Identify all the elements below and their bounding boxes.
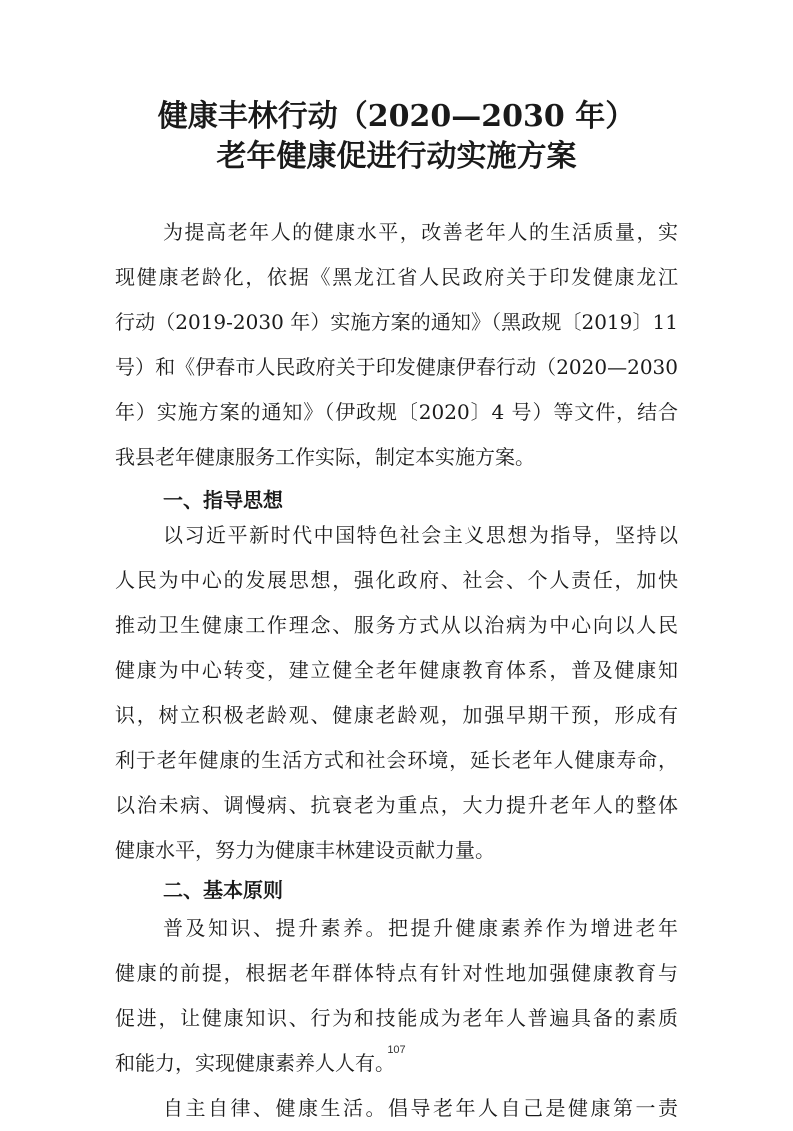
section1-line: 推动卫生健康工作理念、服务方式从以治病为中心向以人民 [115,613,678,637]
section1-line: 利于老年健康的生活方式和社会环境，延长老年人健康寿命， [115,748,678,772]
intro-line: 年）实施方案的通知》（伊政规〔2020〕4 号）等文件，结合 [115,400,678,424]
section1-line: 健康水平，努力为健康丰林建设贡献力量。 [115,838,495,862]
intro-line: 现健康老龄化，依据《黑龙江省人民政府关于印发健康龙江 [115,265,678,289]
document-title-line-1: 健康丰林行动（2020—2030 年） [157,99,636,134]
intro-line: 行动（2019-2030 年）实施方案的通知》（黑政规〔2019〕11 [115,310,678,334]
intro-line: 为提高老年人的健康水平，改善老年人的生活质量，实 [163,220,678,244]
section2-line: 和能力，实现健康素养人人有。 [115,1051,395,1075]
section-heading-guiding-ideology: 一、指导思想 [163,488,283,512]
section2-line: 促进，让健康知识、行为和技能成为老年人普遍具备的素质 [115,1006,678,1030]
page-number: 107 [387,1044,406,1056]
section2-line: 自主自律、健康生活。倡导老年人自己是健康第一责 [163,1096,678,1120]
section1-line: 健康为中心转变，建立健全老年健康教育体系，普及健康知 [115,658,678,682]
section-heading-basic-principles: 二、基本原则 [163,878,283,902]
section1-line: 人民为中心的发展思想，强化政府、社会、个人责任，加快 [115,568,678,592]
section1-line: 识，树立积极老龄观、健康老龄观，加强早期干预，形成有 [115,703,678,727]
section2-line: 健康的前提，根据老年群体特点有针对性地加强健康教育与 [115,961,678,985]
section1-line: 以治未病、调慢病、抗衰老为重点，大力提升老年人的整体 [115,793,678,817]
intro-line: 号）和《伊春市人民政府关于印发健康伊春行动（2020—2030 [115,355,678,379]
section1-line: 以习近平新时代中国特色社会主义思想为指导，坚持以 [163,523,678,547]
section2-line: 普及知识、提升素养。把提升健康素养作为增进老年 [163,916,678,940]
intro-line: 我县老年健康服务工作实际，制定本实施方案。 [115,445,535,469]
document-title-line-2: 老年健康促进行动实施方案 [216,139,577,174]
